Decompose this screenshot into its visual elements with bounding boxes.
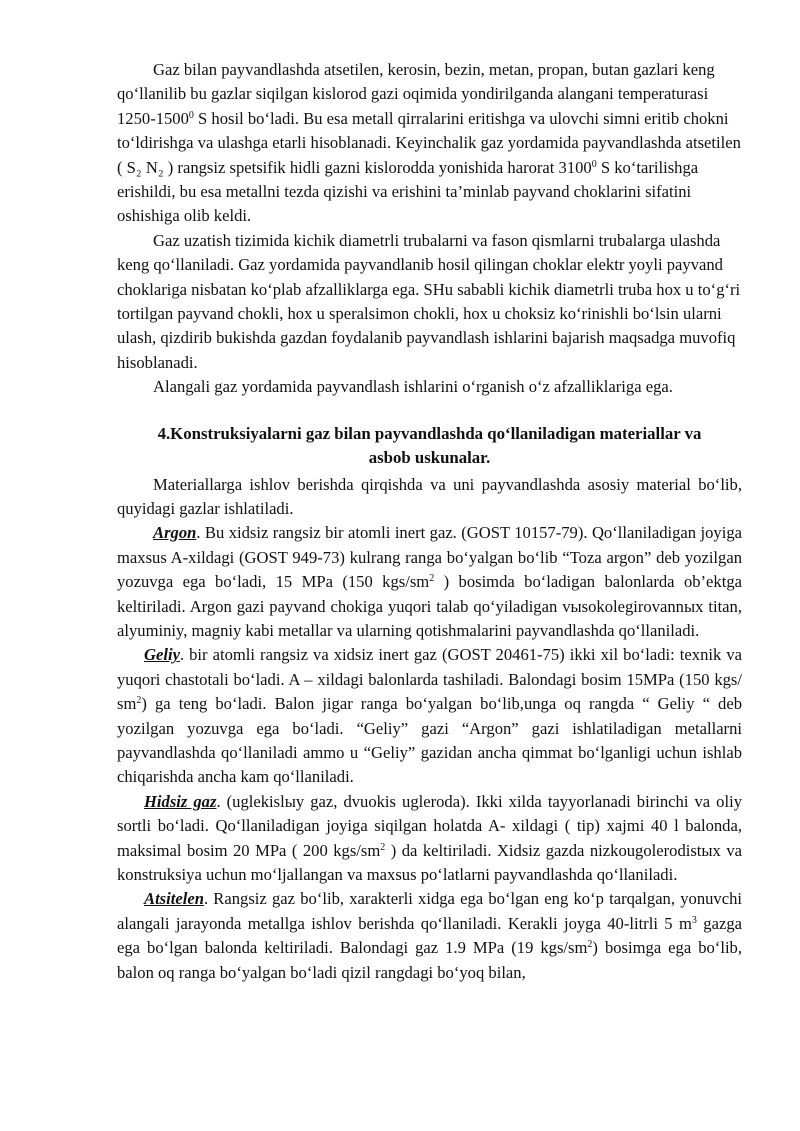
paragraph-text: ) ga teng bo‘ladi. Balon jigar ranga bo‘yalgan bo‘lib,unga oq rangda “ Geliy “ deb yozilgan yozuvga ega bo‘ladi. “Geliy” gazi “Argon” gazi ishlatiladigan metallarni payvandlashda qo‘llaniladi ammo u “Geliy” gazidan ancha qimmat bo‘lganligi uchun ishlab chiqarishda ancha kam qo‘llaniladi. [117, 694, 742, 787]
squared-superscript: 2 [429, 573, 435, 585]
paragraph-gas-welding-intro [117, 58, 742, 229]
paragraph-pipe-welding [117, 229, 742, 375]
squared-superscript: 2 [587, 939, 593, 951]
paragraph-text: . Rangsiz gaz bo‘lib, xarakterli xidga ega bo‘lgan eng ko‘p tarqalgan, yonuvchi alangali jarayonda metallga ishlov berishda qo‘llaniladi. Kerakli joyga 40-litrli 5 m [117, 889, 742, 933]
paragraph-text: Materiallarga ishlov berishda qirqishda va uni payvandlashda asosiy material bo‘lib, quyidagi gazlar ishlatiladi. [117, 474, 742, 518]
paragraph-text: ) bosimga ega bo‘lib, balon oq ranga bo‘yalgan bo‘ladi qizil rangdagi bo‘yoq bilan, [117, 938, 743, 982]
cubed-superscript: 3 [691, 914, 697, 926]
term-atsitelen: Atsitelen [144, 889, 204, 909]
section-heading [117, 422, 742, 471]
paragraph-text: ) da keltiriladi. Xidsiz gazda nizkougolerodistых va konstruksiya uchun mo‘ljallangan va maxsus po‘latlarni payvandlashda qo‘llaniladi. [117, 840, 742, 884]
paragraph-text: Gaz uzatish tizimida kichik diametrli trubalarni va fason qismlarni trubalarga ulashda keng qo‘llaniladi. Gaz yordamida payvandlanib hosil qilingan choklar elektr yoyli payvand choklariga nisbatan ko‘plab afzalliklarga ega. SHu sababli kichik diametrli truba hox u to‘g‘ri tortilgan payvand chokli, hox u speralsimon chokli, hox u choksiz ko‘rinishli bo‘lsin ularni ulash, qizdirib bukishda gazdan foydalanib payvandlash ishlarini bajarish maqsadga muvofiq hisoblanadi. [117, 230, 741, 372]
paragraph-hidsiz-gaz [117, 790, 742, 888]
paragraph-text: . (uglekislыy gaz, dvuokis ugleroda). Ikki xilda tayyorlanadi birinchi va oliy sortli bo‘ladi. Qo‘llaniladigan joyiga siqilgan holatda A- xildagi ( tip) xajmi 40 l balonda, maksimal bosim 20 MPa ( 200 kgs/sm [117, 791, 742, 860]
degree-superscript: 0 [591, 158, 597, 170]
paragraph-text: . bir atomli rangsiz va xidsiz inert gaz (GOST 20461-75) ikki xil bo‘ladi: texnik va yuqori chastotali bo‘ladi. A – xildagi balonlarda tashiladi. Balondagi bosim 15MPa (150 kgs/ sm [117, 645, 742, 714]
paragraph-atsitelen [117, 887, 742, 985]
paragraph-text: gazga ega bo‘lgan balonda keltiriladi. Balondagi gaz 1.9 MPa (19 kgs/sm [117, 913, 742, 958]
paragraph-text: ) bosimda bo‘ladigan balonlarda ob’ektga keltiriladi. Argon gazi payvand chokiga yuqori talab qo‘yiladigan vыsokolegirovannых titan, alyuminiy, magniy kabi metallar va ularning qotishmalarini payvandlashda qo‘llaniladi. [117, 572, 742, 640]
paragraph-text: S ko‘tarilishga erishildi, bu esa metallni tezda qizishi va erishini ta’minlab payvand choklarini sifatini oshishiga olib keldi. [117, 157, 699, 226]
paragraph-text: Alangali gaz yordamida payvandlash ishlarini o‘rganish o‘z afzalliklariga ega. [153, 377, 673, 397]
term-argon: Argon [153, 523, 197, 543]
squared-superscript: 2 [380, 841, 386, 853]
paragraph-text: . Bu xidsiz rangsiz bir atomli inert gaz. (GOST 10157-79). Qo‘llaniladigan joyiga maxsus A-xildagi (GOST 949-73) kulrang ranga bo‘yalgan bo‘lib “Toza argon” deb yozilgan yozuvga ega bo‘ladi, 15 MPa (150 kgs/sm [117, 523, 742, 592]
paragraph-argon [117, 521, 742, 643]
term-hidsiz-gaz: Hidsiz gaz [144, 791, 217, 811]
paragraph-text: Gaz bilan payvandlashda atsetilen, kerosin, bezin, metan, propan, butan gazlari keng qo‘llanilib bu gazlar siqilgan kislorod gazi oqimida yondirilganda alangani temperaturasi 1250-1500 [117, 60, 715, 128]
paragraph-materials-intro [117, 473, 742, 522]
paragraph-geliy [117, 643, 742, 789]
squared-superscript: 2 [136, 695, 142, 707]
section-heading-line2: asbob uskunalar. [368, 448, 491, 468]
section-heading-line1: 4.Konstruksiyalarni gaz bilan payvandlashda qo‘llaniladigan materiallar va [157, 423, 702, 443]
term-geliy: Geliy [144, 645, 180, 665]
paragraph-advantages [117, 375, 742, 399]
degree-superscript: 0 [188, 109, 194, 121]
paragraph-text: S hosil bo‘ladi. Bu esa metall qirralarini eritishga va ulovchi simni eritib chokni to‘ldirishga va ulashga etarli hisoblanadi. Keyinchalik gaz yordamida payvandlashda atsetilen ( S₂ N₂ ) rangsiz spetsifik hidli gazni kislorodda yonishida harorat 3100 [117, 108, 741, 177]
